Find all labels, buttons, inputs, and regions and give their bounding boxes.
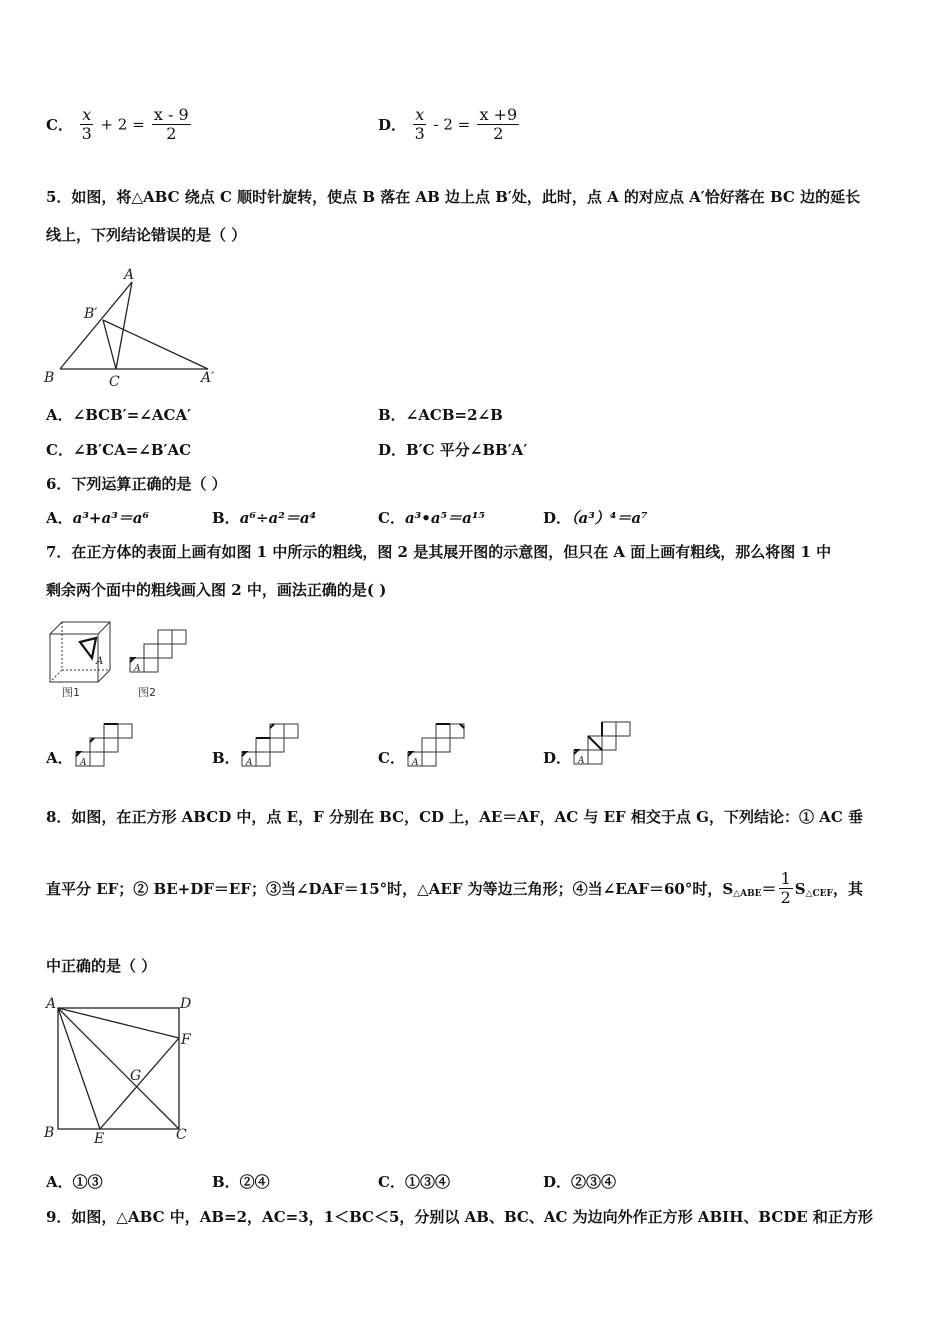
fig1-caption: 图1 xyxy=(62,686,80,699)
fraction-denominator: 3 xyxy=(81,124,92,143)
option-letter: A． xyxy=(46,509,73,527)
q8-tail: ，其 xyxy=(832,880,863,898)
label-a: A xyxy=(124,267,135,283)
option-letter: A． xyxy=(46,749,73,767)
q6-option-d[interactable] xyxy=(543,507,648,528)
q8-option-a[interactable]: A．①③ xyxy=(46,1173,103,1191)
segment-ac xyxy=(116,282,132,369)
segment-ac xyxy=(58,1008,179,1129)
q4-option-d[interactable] xyxy=(378,106,521,143)
q7-stem-line2: 剩余两个面中的粗线画入图 2 中，画法正确的是( ) xyxy=(46,581,387,599)
label-b: B xyxy=(44,370,55,386)
q7-cube-figure xyxy=(46,620,116,700)
net-face-label: A xyxy=(412,758,419,768)
q4-option-c[interactable] xyxy=(46,106,193,143)
net-face-label: A xyxy=(134,664,141,674)
option-expression: a³•a⁵＝a¹⁵ xyxy=(404,509,485,527)
option-letter: C． xyxy=(378,509,405,527)
label-a: A xyxy=(46,996,57,1012)
label-f: F xyxy=(181,1032,191,1048)
segment-b-prime-c xyxy=(103,320,116,369)
q6-option-a[interactable] xyxy=(46,507,149,528)
option-expression: a³+a³＝a⁶ xyxy=(72,509,150,527)
q7-option-c[interactable] xyxy=(378,747,405,768)
q5-stem-line2: 线上，下列结论错误的是（ ） xyxy=(46,226,247,244)
segment-b-prime-a-prime xyxy=(103,320,208,369)
cube-thick-line xyxy=(80,638,96,658)
fraction xyxy=(477,106,519,143)
q8-option-d[interactable]: D．②③④ xyxy=(543,1173,617,1191)
label-b-prime: B′ xyxy=(84,306,98,322)
option-expression: a⁶÷a²＝a⁴ xyxy=(239,509,317,527)
fraction-denominator: 2 xyxy=(166,124,177,143)
fraction-numerator: x xyxy=(82,105,92,124)
equals-sign: ＝ xyxy=(761,880,777,898)
label-b: B xyxy=(44,1125,55,1141)
option-letter: C． xyxy=(46,116,73,134)
q5-triangle-figure xyxy=(40,262,230,392)
fig2-caption: 图2 xyxy=(138,686,156,699)
q8-square-figure xyxy=(42,994,202,1147)
area-symbol: S xyxy=(794,879,806,898)
q8-text: 直平分 EF；② BE+DF＝EF；③当∠DAF＝15°时，△AEF 为等边三角形；④当∠EAF＝60°时，S xyxy=(46,880,734,898)
q7-option-c-net xyxy=(406,722,472,770)
option-letter: C． xyxy=(378,749,405,767)
label-c: C xyxy=(109,374,120,390)
fraction-denominator: 2 xyxy=(493,124,504,143)
fraction xyxy=(413,106,426,143)
q5-stem-line1: 5．如图，将△ABC 绕点 C 顺时针旋转，使点 B 落在 AB 边上点 B′处，此时，点 A 的对应点 A′恰好落在 BC 边的延长 xyxy=(46,188,861,206)
fraction-numerator: 1 xyxy=(780,869,791,888)
q7-option-a-net xyxy=(74,722,140,770)
option-letter: B． xyxy=(212,749,240,767)
q7-option-b[interactable] xyxy=(212,747,240,768)
net-face-label: A xyxy=(80,758,87,768)
option-letter: D． xyxy=(543,509,572,527)
cube-face-label: A xyxy=(96,656,104,667)
label-g: G xyxy=(130,1068,142,1084)
subscript-cef: △CEF xyxy=(805,888,833,899)
q9-stem-line1: 9．如图，△ABC 中，AB=2，AC=3，1＜BC＜5，分别以 AB、BC、AC 为边向外作正方形 ABIH、BCDE 和正方形 xyxy=(46,1208,873,1226)
segment-ae xyxy=(58,1008,100,1129)
q8-option-c[interactable]: C．①③④ xyxy=(378,1173,450,1191)
label-a-prime: A′ xyxy=(201,370,215,386)
fraction-numerator: x xyxy=(415,105,425,124)
option-letter: D． xyxy=(543,749,572,767)
operator: + 2 = xyxy=(100,115,145,134)
q8-option-b[interactable]: B．②④ xyxy=(212,1173,270,1191)
net-face-label: A xyxy=(246,758,253,768)
q8-stem-line1: 8．如图，在正方形 ABCD 中，点 E，F 分别在 BC，CD 上，AE＝AF，AC 与 EF 相交于点 G，下列结论：① AC 垂 xyxy=(46,808,863,826)
fraction-denominator: 2 xyxy=(780,888,791,907)
subscript-abe: △ABE xyxy=(733,888,762,899)
q5-option-a[interactable]: A．∠BCB′=∠ACA′ xyxy=(46,406,192,424)
fraction-denominator: 3 xyxy=(414,124,425,143)
option-letter: B． xyxy=(212,509,240,527)
segment-af xyxy=(58,1008,179,1038)
q7-net-figure xyxy=(128,628,198,700)
q7-stem-line1: 7．在正方体的表面上画有如图 1 中所示的粗线，图 2 是其展开图的示意图，但只在 A 面上画有粗线，那么将图 1 中 xyxy=(46,543,832,561)
q8-stem-line3: 中正确的是（ ） xyxy=(46,957,157,975)
net-face-label: A xyxy=(578,756,585,766)
q6-stem: 6．下列运算正确的是（ ） xyxy=(46,475,227,493)
fraction-half xyxy=(779,870,793,907)
label-e: E xyxy=(94,1131,105,1147)
operator: - 2 = xyxy=(433,115,471,134)
q5-option-d[interactable]: D．B′C 平分∠BB′A′ xyxy=(378,441,528,459)
segment-ab xyxy=(60,282,132,369)
q8-stem-line2 xyxy=(46,870,863,907)
option-letter: D． xyxy=(378,116,407,134)
label-c: C xyxy=(176,1127,187,1143)
label-d: D xyxy=(180,996,192,1012)
q7-option-a[interactable] xyxy=(46,747,73,768)
q7-option-b-net xyxy=(240,722,306,770)
option-expression: （a³）⁴＝a⁷ xyxy=(571,509,648,527)
q7-option-d[interactable] xyxy=(543,747,571,768)
q7-option-d-net xyxy=(572,720,638,768)
q6-option-c[interactable] xyxy=(378,507,485,528)
fraction xyxy=(80,106,93,143)
q5-option-c[interactable]: C．∠B′CA=∠B′AC xyxy=(46,441,192,459)
q5-option-b[interactable]: B．∠ACB=2∠B xyxy=(378,406,503,424)
fraction xyxy=(152,106,191,143)
q6-option-b[interactable] xyxy=(212,507,316,528)
fraction-numerator: x +9 xyxy=(479,105,518,124)
fraction-numerator: x - 9 xyxy=(153,105,189,124)
